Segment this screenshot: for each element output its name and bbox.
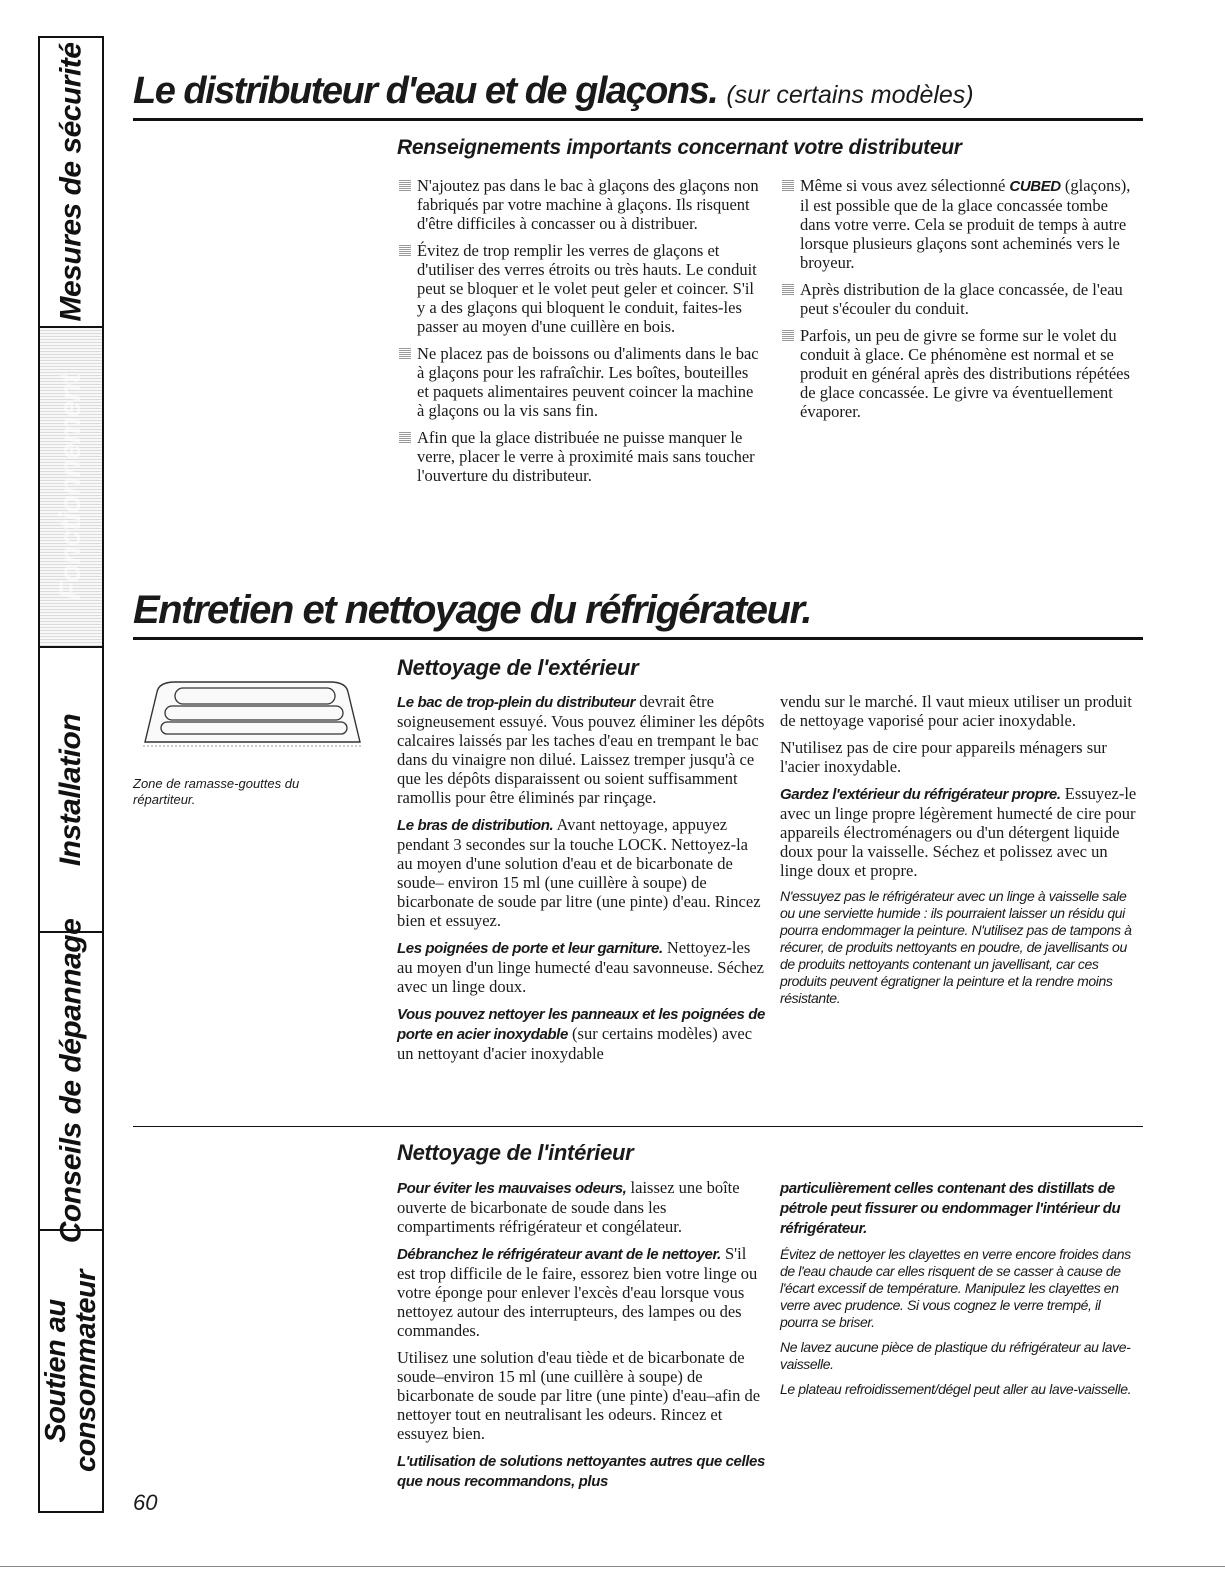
- paragraph: N'utilisez pas de cire pour appareils ménagers sur l'acier inoxydable.: [780, 738, 1107, 776]
- page-number: 60: [133, 1490, 158, 1515]
- divider: [133, 1126, 1143, 1127]
- tab-fonctionnement[interactable]: Fonctionnement: [40, 328, 102, 648]
- paragraph: vendu sur le marché. Il vaut mieux utiliser un produit de nettoyage vaporisé pour acier inoxydable.: [780, 692, 1132, 730]
- bullet-icon: [399, 245, 411, 256]
- paragraph: particulièrement celles contenant des distillats de pétrole peut fissurer ou endommager l'intérieur du réfrigérateur.: [780, 1180, 1121, 1237]
- paragraph: Le bac de trop-plein du distributeur devrait être soigneusement essuyé. Vous pouvez éliminer les dépôts calcaires laissés par les taches d'eau en trempant le bac dans du vinaigre non dilué. Laissez tremper jusqu'à ce que les dépôts disparaissent ou soient suffisamment ramollis pour être éliminés par rinçage.: [397, 692, 765, 807]
- subheading-interieur: Nettoyage de l'intérieur: [397, 1140, 634, 1165]
- bullet-icon: [782, 284, 794, 295]
- paragraph: Les poignées de porte et leur garniture. Nettoyez-les au moyen d'un linge humecté d'eau savonneuse. Séchez avec un linge doux.: [397, 938, 764, 996]
- distributor-left-column: [393, 176, 763, 493]
- tab-mesures-de-securite[interactable]: Mesures de sécurité: [40, 38, 102, 328]
- paragraph: L'utilisation de solutions nettoyantes autres que celles que nous recommandons, plus: [397, 1453, 765, 1490]
- exterior-left-column: [397, 692, 767, 1071]
- bottom-edge-line: [0, 1566, 1225, 1567]
- paragraph: Débranchez le réfrigérateur avant de le nettoyer. S'il est trop difficile de le faire, essorez bien votre linge ou votre éponge pour enlever l'excès d'eau lorsque vous nettoyez autour des interrupteurs, des lampes ou des commandes.: [397, 1244, 758, 1340]
- bullet-icon: [399, 348, 411, 359]
- side-tabs: [38, 36, 104, 1513]
- drip-tray-illustration: [135, 660, 370, 760]
- distributor-right-column: [776, 176, 1136, 429]
- subheading-exterieur: Nettoyage de l'extérieur: [397, 655, 639, 680]
- paragraph: Pour éviter les mauvaises odeurs, laissez une boîte ouverte de bicarbonate de soude dans les compartiments réfrigérateur et congélateur.: [397, 1178, 740, 1236]
- title-rule: [133, 637, 1143, 640]
- bullet-item: Ne placez pas de boissons ou d'aliments dans le bac à glaçons pour les rafraîchir. Les boîtes, bouteilles et paquets alimentaires peuvent coincer la machine à glaçons ou la vis sans fin.: [393, 344, 763, 420]
- section-title-subtitle: (sur certains modèles): [726, 81, 974, 109]
- section-heading-renseignements: Renseignements importants concernant votre distributeur: [397, 136, 962, 159]
- paragraph: Utilisez une solution d'eau tiède et de bicarbonate de soude–environ 15 ml (une cuillère à soupe) de bicarbonate de soude par litre (une pinte) d'eau–afin de nettoyer tout en neutralisant les odeurs. Rincez et essuyez bien.: [397, 1348, 761, 1443]
- bullet-item: Évitez de trop remplir les verres de glaçons et d'utiliser des verres étroits ou très hauts. Le conduit peut se bloquer et le volet peut geler et coincer. S'il y a des glaçons qui bloquent le conduit, faites-les passer au moyen d'une cuillère en bois.: [393, 241, 763, 336]
- section-title-distributeur: [133, 70, 974, 113]
- bullet-icon: [782, 330, 794, 341]
- bullet-icon: [782, 180, 794, 191]
- illustration-caption: Zone de ramasse-gouttes du répartiteur.: [133, 776, 300, 807]
- bullet-item: Même si vous avez sélectionné CUBED (glaçons), il est possible que de la glace concassée tombe dans votre verre. Cela se produit de temps à autre lorsque plusieurs glaçons sont acheminés vers le broyeur.: [776, 176, 1136, 272]
- tab-conseils-de-depannage[interactable]: Conseils de dépannage: [40, 933, 102, 1231]
- paragraph: Le bras de distribution. Avant nettoyage, appuyez pendant 3 secondes sur la touche LOCK. Nettoyez-la au moyen d'une solution d'eau et de bicarbonate de soude– environ 15 ml (une cuillère à soupe) de bicarbonate de soude par litre (une pinte) d'eau. Rincez bien et essuyez.: [397, 815, 761, 930]
- section-title-main: Le distributeur d'eau et de glaçons.: [133, 70, 718, 112]
- tab-soutien-au-consommateur[interactable]: Soutien au consommateur: [40, 1270, 102, 1472]
- title-rule: [133, 118, 1143, 121]
- paragraph: Vous pouvez nettoyer les panneaux et les poignées de porte en acier inoxydable (sur certains modèles) avec un nettoyant d'acier inoxydable: [397, 1006, 765, 1063]
- interior-left-column: [397, 1178, 767, 1499]
- bullet-item: N'ajoutez pas dans le bac à glaçons des glaçons non fabriqués par votre machine à glaçons. Ils risquent d'être difficiles à concasser ou à distribuer.: [393, 176, 763, 233]
- italic-note: Évitez de nettoyer les clayettes en verre encore froides dans de l'eau chaude car elles risquent de se casser à cause de l'écart excessif de température. Manipulez les clayettes en verre avec prudence. Si vous cognez le verre trempé, il pourra se briser.: [780, 1246, 1131, 1330]
- exterior-right-column: [780, 692, 1140, 1015]
- bullet-icon: [399, 432, 411, 443]
- italic-note: Ne lavez aucune pièce de plastique du réfrigérateur au lave-vaisselle.: [780, 1339, 1131, 1372]
- bullet-icon: [399, 180, 411, 191]
- italic-note: Le plateau refroidissement/dégel peut aller au lave-vaisselle.: [780, 1381, 1132, 1397]
- bullet-item: Afin que la glace distribuée ne puisse manquer le verre, placer le verre à proximité mais sans toucher l'ouverture du distributeur.: [393, 428, 763, 485]
- interior-right-column: [780, 1178, 1140, 1406]
- paragraph: Gardez l'extérieur du réfrigérateur propre. Essuyez-le avec un linge propre légèrement humecté de cire pour appareils électroménagers ou d'un détergent liquide doux pour la vaisselle. Séchez et polissez avec un linge doux et propre.: [780, 784, 1137, 880]
- bullet-item: Après distribution de la glace concassée, de l'eau peut s'écouler du conduit.: [776, 280, 1136, 318]
- section-title-entretien: Entretien et nettoyage du réfrigérateur.: [133, 588, 811, 632]
- bullet-item: Parfois, un peu de givre se forme sur le volet du conduit à glace. Ce phénomène est normal et se produit en général après des distributions répétées de glace concassée. Le givre va éventuellement évaporer.: [776, 326, 1136, 421]
- warning-text: N'essuyez pas le réfrigérateur avec un linge à vaisselle sale ou une serviette humide : ils pourraient laisser un résidu qui pourra endommager la peinture. N'utilisez pas de tampons à récurer, de produits nettoyants en poudre, de javellisants ou de produits nettoyants contenant un javellisant, car ces produits peuvent égratigner la peinture et la rendre moins résistante.: [780, 888, 1132, 1006]
- tab-installation[interactable]: Installation: [40, 648, 102, 933]
